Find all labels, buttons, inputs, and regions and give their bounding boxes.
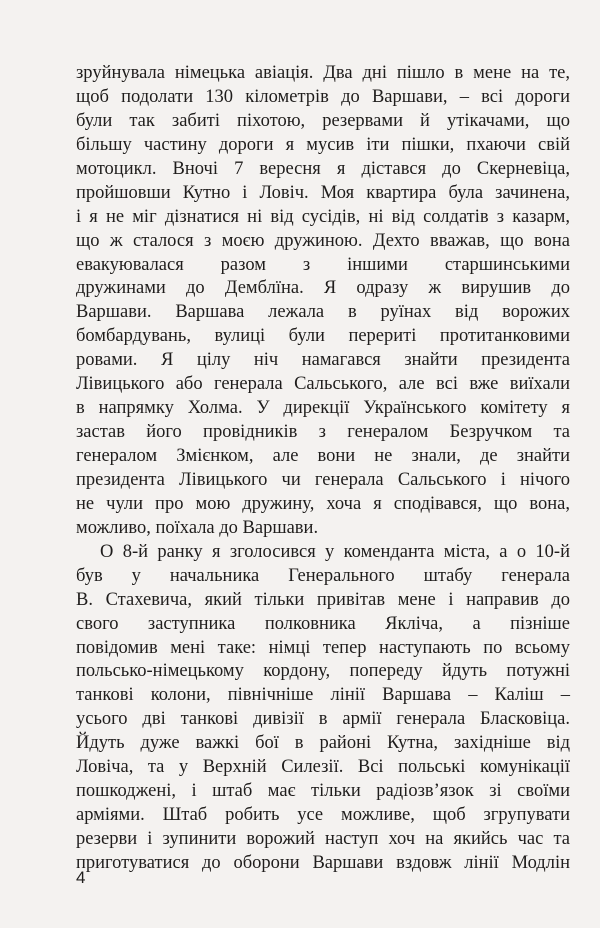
- text-line: Йдуть дуже важкі бої в районі Кутна, західніше від: [76, 733, 570, 754]
- text-line: зруйнувала німецька авіація. Два дні пішло в мене на те,: [76, 63, 570, 83]
- text-line: був у начальника Генерального штабу генерала: [76, 565, 570, 586]
- text-line: бомбардувань, вулиці були перериті протитанковими: [76, 326, 570, 347]
- text-line: свого заступника полковника Якліча, а пізніше: [76, 613, 570, 634]
- text-line: пройшовши Кутно і Ловіч. Моя квартира була зачинена,: [76, 182, 570, 203]
- text-line: ровами. Я цілу ніч намагався знайти президента: [76, 350, 570, 371]
- text-line: і я не міг дізнатися ні від сусідів, ні від солдатів з казарм,: [76, 206, 570, 227]
- text-line: генералом Змієнком, але вони не знали, де знайти: [76, 446, 570, 466]
- paragraph-end-line: можливо, поїхала до Варшави.: [76, 517, 319, 538]
- text-line: приготуватися до оборони Варшави вздовж лінії Модлін: [76, 852, 570, 873]
- paragraph-start-line: О 8-й ранку я зголосився у коменданта міста, а о 10-й: [100, 541, 570, 562]
- body-text: [76, 62, 570, 876]
- text-line: евакуювалася разом з іншими старшинськими: [76, 254, 570, 275]
- text-line: арміями. Штаб робить усе можливе, щоб згрупувати: [76, 805, 570, 826]
- page-number: 4: [76, 868, 86, 887]
- text-line: пошкоджені, і штаб має тільки радіозв’язок зі своїми: [76, 781, 570, 802]
- text-line: мотоцикл. Вночі 7 вересня я дістався до Скерневіца,: [76, 158, 570, 179]
- text-line: польсько-німецькому кордону, попереду йдуть потужні: [76, 661, 570, 682]
- text-line: усього дві танкові дивізії в армії генерала Бласковіца.: [76, 709, 570, 730]
- text-line: Лівицького або генерала Сальського, але всі вже виїхали: [76, 374, 570, 395]
- text-line: що ж сталося з моєю дружиною. Дехто вважав, що вона: [76, 230, 570, 251]
- text-line: застав його провідників з генералом Безручком та: [76, 422, 570, 443]
- text-line: танкові колони, північніше лінії Варшава – Каліш –: [76, 685, 570, 706]
- text-line: щоб подолати 130 кілометрів до Варшави, – всі дороги: [76, 86, 570, 107]
- text-line: Варшави. Варшава лежала в руїнах від ворожих: [76, 302, 570, 323]
- text-line: президента Лівицького чи генерала Сальського і нічого: [76, 469, 570, 490]
- text-line: В. Стахевича, який тільки привітав мене і направив до: [76, 589, 570, 610]
- text-line: не чули про мою дружину, хоча я сподівався, що вона,: [76, 493, 570, 514]
- text-line: Ловіча, та у Верхній Силезії. Всі польські комунікації: [76, 757, 570, 778]
- text-line: дружинами до Демблїна. Я одразу ж вирушив до: [76, 278, 570, 299]
- text-line: повідомив мені таке: німці тепер наступають по всьому: [76, 637, 570, 658]
- text-line: резерви і зупинити ворожий наступ хоч на якийсь час та: [76, 829, 570, 849]
- text-line: були так забиті піхотою, резервами й утікачами, що: [76, 110, 570, 131]
- text-line: в напрямку Холма. У дирекції Українського комітету я: [76, 398, 570, 419]
- text-line: більшу частину дороги я мусив іти пішки, пхаючи свій: [76, 134, 570, 155]
